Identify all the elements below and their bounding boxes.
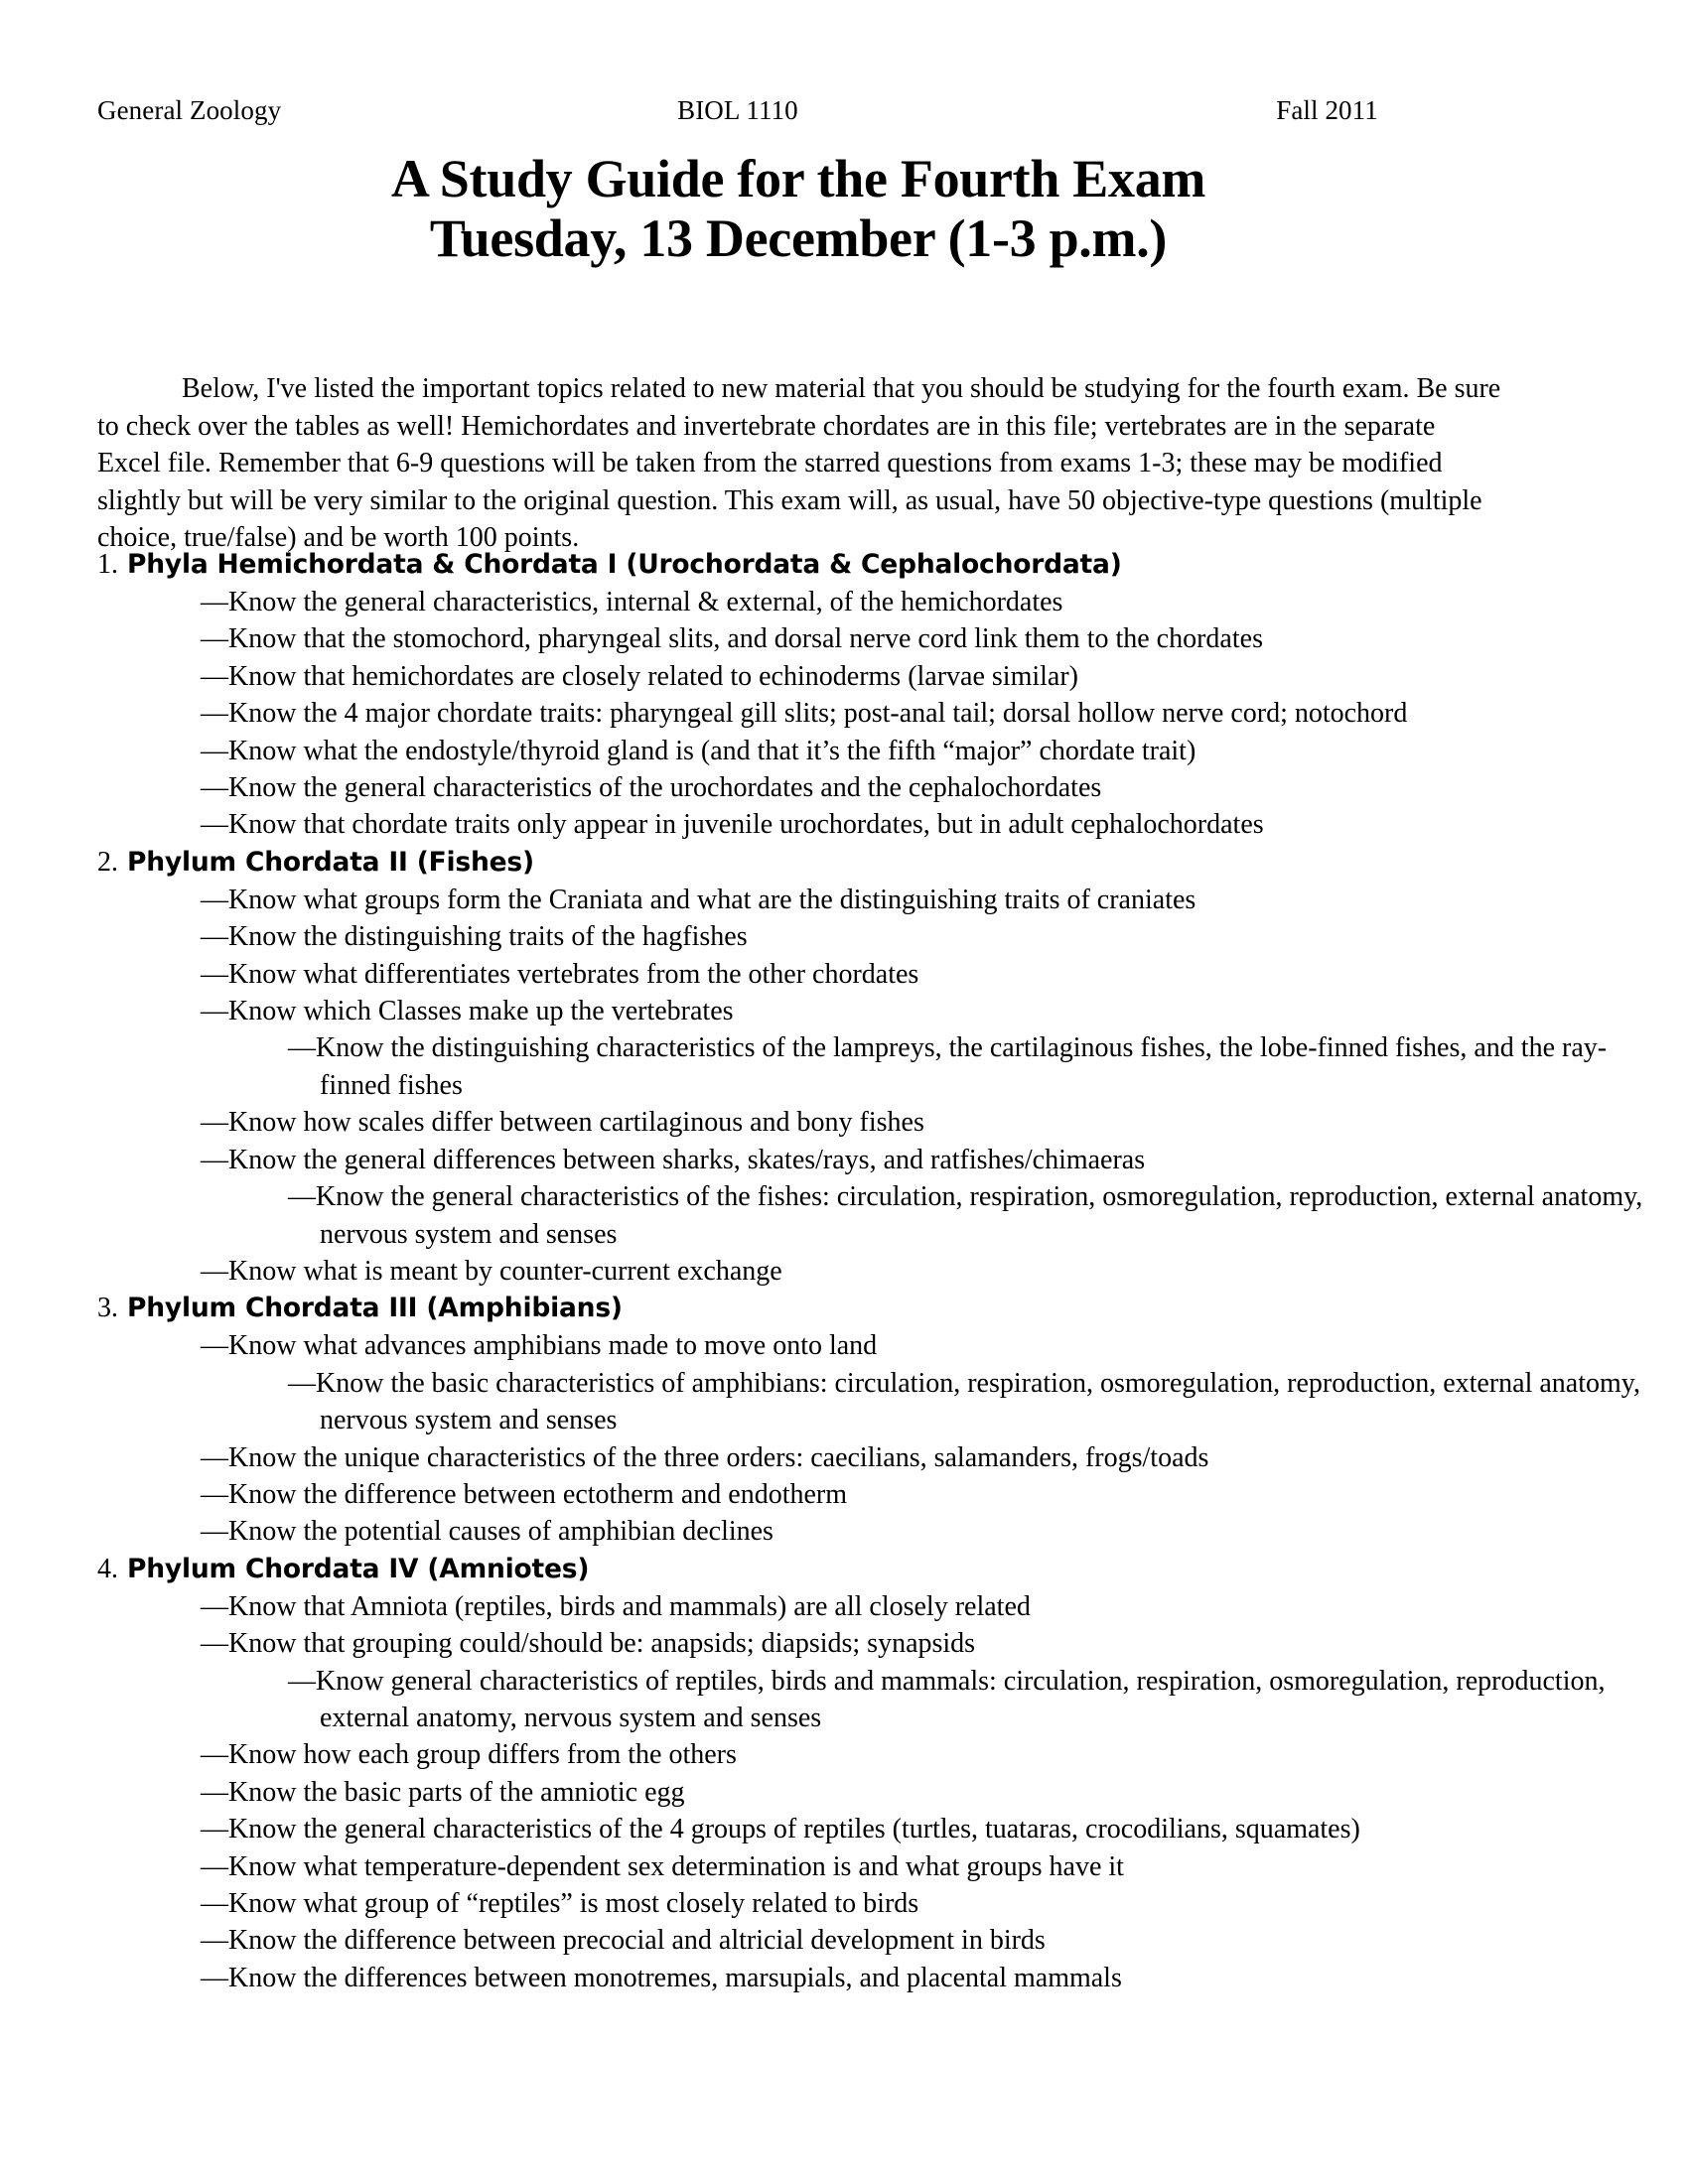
outline-item [201,1885,1563,1922]
topics-outline [97,546,1643,1996]
section-number: 2. [97,846,118,878]
outline-item [201,1142,1563,1178]
outline-section [97,844,1643,1290]
outline-item-text: Know the difference between ectotherm and endotherm [228,1478,847,1510]
em-dash-bullet-icon: — [201,1144,228,1175]
em-dash-bullet-icon: — [201,587,228,617]
outline-item-text: Know the potential causes of amphibian declines [228,1516,774,1548]
outline-item-text: Know that the stomochord, pharyngeal slits, and dorsal nerve cord link them to the chordates [228,623,1263,655]
em-dash-bullet-icon: — [201,1628,228,1660]
outline-item [201,658,1563,695]
em-dash-bullet-icon: — [201,1962,228,1993]
em-dash-bullet-icon: — [201,1776,228,1808]
outline-item-text: Know the basic parts of the amniotic egg [228,1776,685,1808]
em-dash-bullet-icon: — [288,1367,316,1399]
outline-item-text: Know general characteristics of reptiles, birds and mammals: circulation, respiration, osmoregulation, reproduction, external anatomy, nervous system and senses [316,1665,1606,1733]
section-title: Phyla Hemichordata & Chordata I (Urochordata & Cephalochordata) [127,549,1122,580]
em-dash-bullet-icon: — [201,1739,228,1771]
outline-section [97,1551,1606,1996]
em-dash-bullet-icon: — [288,1032,316,1064]
outline-item-text: Know that grouping could/should be: anapsids; diapsids; synapsids [228,1628,976,1660]
outline-item [201,1663,1650,1737]
outline-item [201,1365,1650,1439]
outline-item [201,769,1563,806]
outline-item [201,1811,1563,1847]
outline-item [201,1736,1563,1773]
outline-item-text: Know the 4 major chordate traits: pharyngeal gill slits; post-anal tail; dorsal hollow nerve cord; notochord [228,698,1408,730]
outline-item-text: Know what differentiates vertebrates from the other chordates [228,958,919,990]
outline-item-text: Know what temperature-dependent sex determination is and what groups have it [228,1850,1124,1882]
outline-item-text: Know the distinguishing characteristics of the lampreys, the cartilaginous fishes, the lobe-finned fishes, and the ray-finned fishes [316,1032,1608,1101]
outline-item-text: Know that Amniota (reptiles, birds and mammals) are all closely related [228,1590,1031,1622]
outline-item [201,882,1563,918]
outline-item [201,993,1563,1029]
em-dash-bullet-icon: — [201,1441,228,1473]
em-dash-bullet-icon: — [288,1665,316,1697]
header-term: Fall 2011 [1276,95,1378,125]
em-dash-bullet-icon: — [201,1255,228,1287]
em-dash-bullet-icon: — [288,1181,316,1213]
outline-item-text: Know that hemichordates are closely related to echinoderms (larvae similar) [228,660,1078,692]
section-title: Phylum Chordata III (Amphibians) [127,1293,623,1324]
em-dash-bullet-icon: — [201,1516,228,1548]
title-line-2: Tuesday, 13 December (1-3 p.m.) [429,208,1168,268]
section-heading [97,1290,1567,1327]
em-dash-bullet-icon: — [201,1888,228,1919]
em-dash-bullet-icon: — [201,958,228,990]
outline-item [201,1029,1650,1104]
outline-item [201,1848,1563,1885]
outline-item [201,1588,1563,1625]
outline-item-text: Know what the endostyle/thyroid gland is (and that it’s the fifth “major” chordate trait) [228,735,1196,766]
outline-item-text: Know the general differences between sharks, skates/rays, and ratfishes/chimaeras [228,1144,1146,1175]
outline-item [201,956,1563,993]
em-dash-bullet-icon: — [201,698,228,730]
em-dash-bullet-icon: — [201,1330,228,1362]
section-title: Phylum Chordata II (Fishes) [127,846,534,878]
outline-item [201,1922,1563,1959]
outline-item-text: Know the general characteristics of the 4 groups of reptiles (turtles, tuataras, crocodilians, squamates) [228,1814,1360,1845]
outline-item-text: Know which Classes make up the vertebrates [228,996,734,1027]
em-dash-bullet-icon: — [201,735,228,766]
outline-item-text: Know what groups form the Craniata and what are the distinguishing traits of craniates [228,884,1196,915]
outline-item-text: Know how scales differ between cartilaginous and bony fishes [228,1107,924,1139]
section-heading [97,1551,1567,1588]
outline-item [201,1253,1563,1290]
outline-item [201,1476,1563,1513]
outline-item-text: Know that chordate traits only appear in juvenile urochordates, but in adult cephalochordates [228,809,1264,841]
outline-item [201,733,1563,769]
header-course-code: BIOL 1110 [677,95,798,125]
outline-item [201,1327,1563,1364]
outline-item [201,1178,1650,1253]
outline-item [201,1439,1563,1476]
outline-item-text: Know the general characteristics of the fishes: circulation, respiration, osmoregulation, reproduction, external anatomy, nervous system and senses [316,1181,1643,1250]
em-dash-bullet-icon: — [201,1478,228,1510]
outline-item [201,1104,1563,1141]
title-line-1: A Study Guide for the Fourth Exam [390,149,1206,208]
em-dash-bullet-icon: — [201,884,228,915]
outline-item-text: Know the general characteristics, internal & external, of the hemichordates [228,587,1063,617]
em-dash-bullet-icon: — [201,623,228,655]
section-number: 1. [97,549,118,580]
outline-section [97,1290,1640,1550]
outline-item-text: Know what is meant by counter-current exchange [228,1255,782,1287]
em-dash-bullet-icon: — [201,1107,228,1139]
outline-item-text: Know how each group differs from the others [228,1739,737,1771]
outline-item [201,695,1563,732]
running-header [97,93,1378,127]
document-title [97,149,1499,268]
outline-item-text: Know what advances amphibians made to move onto land [228,1330,878,1362]
em-dash-bullet-icon: — [201,1850,228,1882]
section-title: Phylum Chordata IV (Amniotes) [127,1553,590,1584]
section-heading [97,546,1567,584]
em-dash-bullet-icon: — [201,1590,228,1622]
em-dash-bullet-icon: — [201,809,228,841]
section-number: 4. [97,1553,118,1584]
outline-item-text: Know the distinguishing traits of the hagfishes [228,921,748,953]
outline-item-text: Know what group of “reptiles” is most closely related to birds [228,1888,919,1919]
em-dash-bullet-icon: — [201,660,228,692]
outline-item-text: Know the basic characteristics of amphibians: circulation, respiration, osmoregulation, reproduction, external anatomy, nervous system and senses [316,1367,1640,1436]
outline-item [201,1774,1563,1811]
outline-item-text: Know the differences between monotremes, marsupials, and placental mammals [228,1962,1122,1993]
em-dash-bullet-icon: — [201,772,228,804]
header-course-name: General Zoology [97,95,282,125]
outline-item-text: Know the unique characteristics of the three orders: caecilians, salamanders, frogs/toads [228,1441,1209,1473]
em-dash-bullet-icon: — [201,921,228,953]
outline-item [201,1513,1563,1550]
section-number: 3. [97,1293,118,1324]
outline-item [201,806,1563,843]
em-dash-bullet-icon: — [201,1925,228,1957]
section-heading [97,844,1567,882]
outline-item-text: Know the difference between precocial and altricial development in birds [228,1925,1046,1957]
outline-item-text: Know the general characteristics of the urochordates and the cephalochordates [228,772,1102,804]
outline-item [201,1960,1563,1996]
em-dash-bullet-icon: — [201,1814,228,1845]
outline-item [201,584,1563,620]
outline-section [97,546,1567,844]
outline-item [201,620,1563,657]
em-dash-bullet-icon: — [201,996,228,1027]
outline-item [201,1625,1563,1662]
outline-item [201,918,1563,955]
intro-paragraph: Below, I've listed the important topics related to new material that you should be studying for the fourth exam. Be sure to check over the tables as well! Hemichordates and invertebrate chordates are in this file; vertebrates are in the separate Excel file. Remember that 6-9 questions will be taken from the starred questions from exams 1-3; these may be modified slightly but will be very similar to the original question. This exam will, as usual, have 50 objective-type questions (multiple choice, true/false) and be worth 100 points. [97,373,1501,553]
